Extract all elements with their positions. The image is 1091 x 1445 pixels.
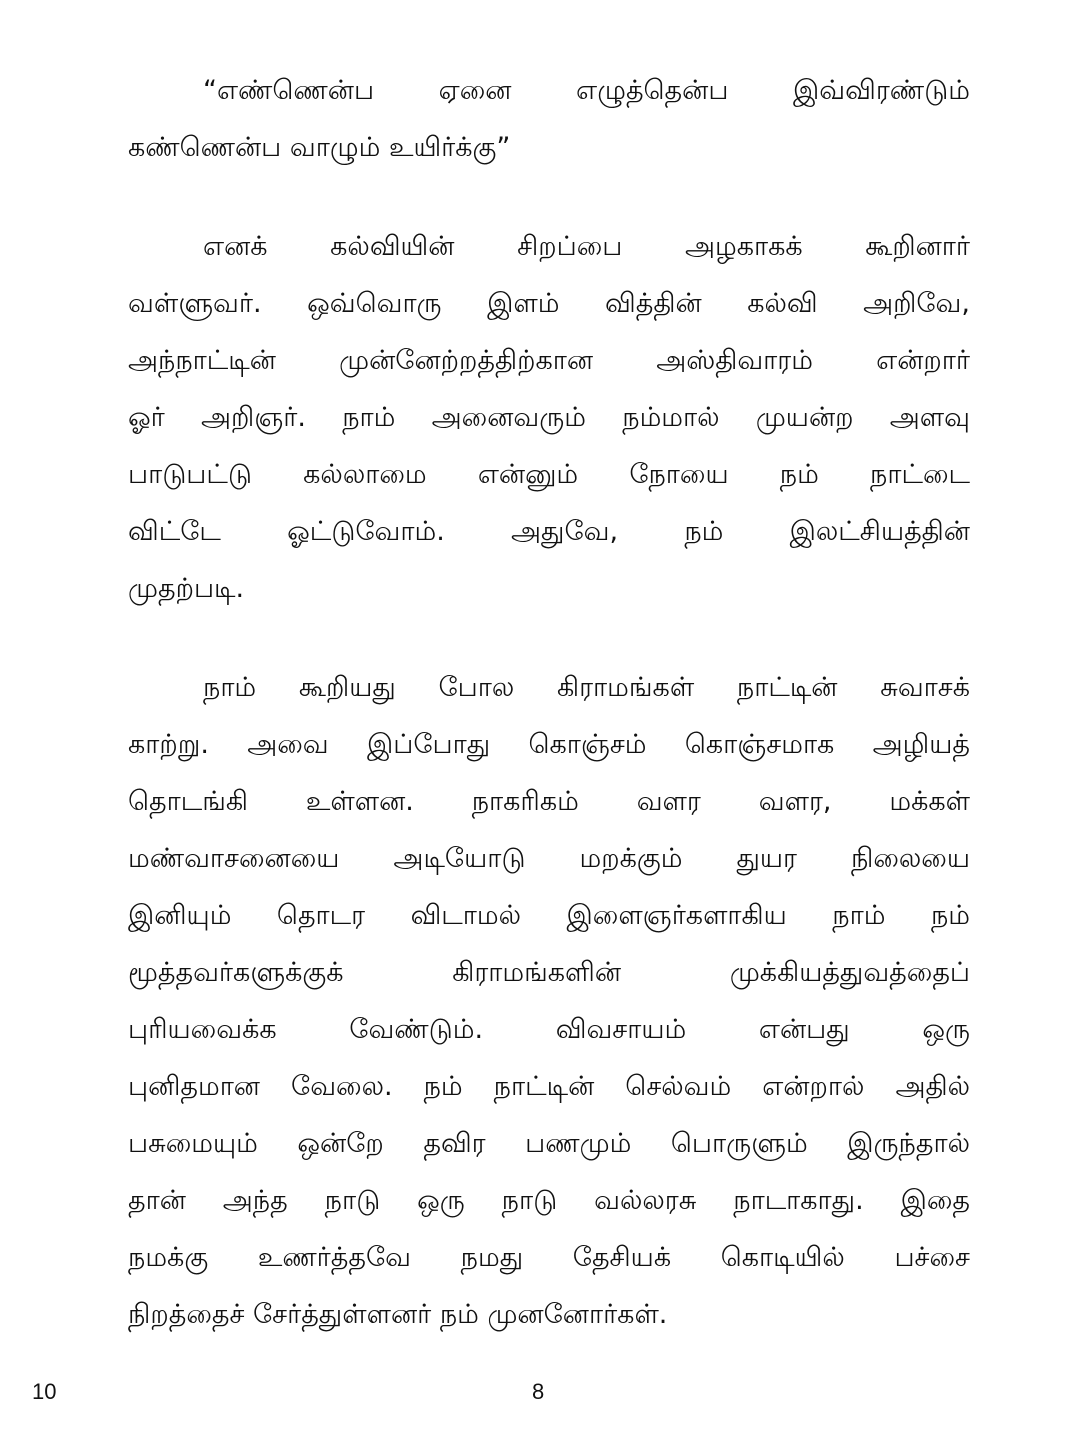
- document-body: [128, 62, 970, 1343]
- text-line: ஓர் அறிஞர். நாம் அனைவரும் நம்மால் முயன்ற அளவு: [128, 402, 970, 433]
- quote-paragraph: [128, 62, 970, 176]
- text-line: காற்று. அவை இப்போது கொஞ்சம் கொஞ்சமாக அழியத்: [128, 729, 970, 760]
- education-paragraph: [128, 218, 970, 617]
- villages-paragraph: [128, 659, 970, 1343]
- text-line: பாடுபட்டு கல்லாமை என்னும் நோயை நம் நாட்டை: [128, 459, 970, 490]
- text-line: முதற்படி.: [128, 573, 245, 604]
- paragraph-gap: [128, 176, 970, 218]
- text-line: புனிதமான வேலை. நம் நாட்டின் செல்வம் என்றால் அதில்: [128, 1071, 970, 1102]
- text-line: நமக்கு உணர்த்தவே நமது தேசியக் கொடியில் பச்சை: [128, 1242, 970, 1273]
- text-line: நிறத்தைச் சேர்த்துள்ளனர் நம் முனனோர்கள்.: [128, 1299, 668, 1330]
- page-number: 8: [532, 1379, 545, 1404]
- text-line: விட்டே ஓட்டுவோம். அதுவே, நம் இலட்சியத்தின்: [128, 516, 970, 547]
- text-line: புரியவைக்க வேண்டும். விவசாயம் என்பது ஒரு: [128, 1014, 970, 1045]
- text-line: அந்நாட்டின் முன்னேற்றத்திற்கான அஸ்திவாரம் என்றார்: [128, 345, 970, 376]
- paragraph-gap: [128, 617, 970, 659]
- text-line: பசுமையும் ஒன்றே தவிர பணமும் பொருளும் இருந்தால்: [128, 1128, 970, 1159]
- text-line: இனியும் தொடர விடாமல் இளைஞர்களாகிய நாம் நம்: [128, 900, 970, 931]
- text-line: மண்வாசனையை அடியோடு மறக்கும் துயர நிலையை: [128, 843, 970, 874]
- footer-code: 10: [32, 1379, 57, 1404]
- text-line: தான் அந்த நாடு ஒரு நாடு வல்லரசு நாடாகாது. இதை: [128, 1185, 970, 1216]
- text-line: மூத்தவர்களுக்குக் கிராமங்களின் முக்கியத்துவத்தைப்: [128, 957, 970, 988]
- text-line: கண்ணென்ப வாழும் உயிர்க்கு”: [128, 132, 511, 163]
- text-line: எனக் கல்வியின் சிறப்பை அழகாகக் கூறினார்: [203, 231, 970, 262]
- text-line: வள்ளுவர். ஒவ்வொரு இளம் வித்தின் கல்வி அறிவே,: [128, 288, 970, 319]
- text-line: தொடங்கி உள்ளன. நாகரிகம் வளர வளர, மக்கள்: [128, 786, 970, 817]
- text-line: நாம் கூறியது போல கிராமங்கள் நாட்டின் சுவாசக்: [203, 672, 970, 703]
- text-line: “எண்ணென்ப ஏனை எழுத்தென்ப இவ்விரண்டும்: [203, 75, 970, 106]
